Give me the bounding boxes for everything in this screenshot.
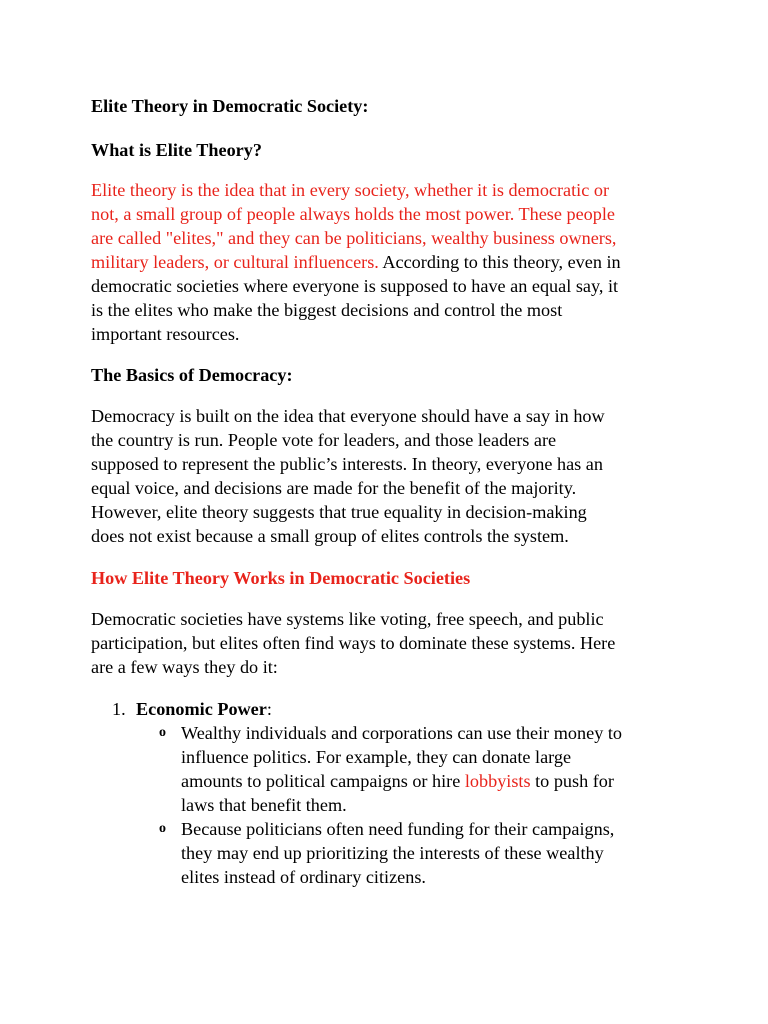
bullet-line: laws that benefit them. [181,795,347,815]
intro-line: are called "elites," and they can be politicians, wealthy business owners, [91,228,617,248]
heading-how-elite-theory-works: How Elite Theory Works in Democratic Societies [91,568,471,588]
bullet-marker: o [159,821,166,836]
basics-line: However, elite theory suggests that true equality in decision-making [91,502,587,522]
how-line: participation, but elites often find ways to dominate these systems. Here [91,633,616,653]
bullet-line: they may end up prioritizing the interests of these wealthy [181,843,604,863]
how-line: are a few ways they do it: [91,657,278,677]
bullet-text-fragment: amounts to political campaigns or hire [181,771,465,791]
heading-what-is-elite-theory: What is Elite Theory? [91,140,262,160]
intro-red-fragment: military leaders, or cultural influencers. [91,252,379,272]
bullet-line: Wealthy individuals and corporations can use their money to [181,723,622,743]
bullet-line-mixed [181,769,622,793]
intro-paragraph [91,178,691,346]
basics-line: Democracy is built on the idea that everyone should have a say in how [91,406,605,426]
basics-line: equal voice, and decisions are made for the benefit of the majority. [91,478,577,498]
intro-line-mixed [91,250,691,274]
basics-line: the country is run. People vote for leaders, and those leaders are [91,430,557,450]
bullet-marker: o [159,725,166,740]
basics-line: supposed to represent the public’s interests. In theory, everyone has an [91,454,603,474]
list-item-heading [136,697,272,721]
bullet-line: influence politics. For example, they can donate large [181,747,572,767]
intro-line: not, a small group of people always holds the most power. These people [91,204,615,224]
intro-line: is the elites who make the biggest decisions and control the most [91,300,563,320]
bullet-line: Because politicians often need funding for their campaigns, [181,819,615,839]
intro-line: important resources. [91,324,240,344]
lobbyists-link[interactable]: lobbyists [464,771,531,791]
basics-line: does not exist because a small group of elites controls the system. [91,526,569,546]
list-item-title: Economic Power [136,699,267,719]
bullet-item [181,721,622,817]
how-paragraph [91,607,691,679]
list-item-title-suffix: : [266,699,272,719]
list-number: 1. [112,699,126,719]
intro-black-fragment: According to this theory, even in [378,252,621,272]
bullet-item [181,817,614,889]
heading-basics-of-democracy: The Basics of Democracy: [91,365,293,385]
intro-line: Elite theory is the idea that in every society, whether it is democratic or [91,180,609,200]
document-title: Elite Theory in Democratic Society: [91,96,369,116]
bullet-text-fragment: to push for [530,771,614,791]
how-line: Democratic societies have systems like voting, free speech, and public [91,609,604,629]
intro-line: democratic societies where everyone is supposed to have an equal say, it [91,276,619,296]
bullet-line: elites instead of ordinary citizens. [181,867,426,887]
basics-paragraph [91,404,691,548]
